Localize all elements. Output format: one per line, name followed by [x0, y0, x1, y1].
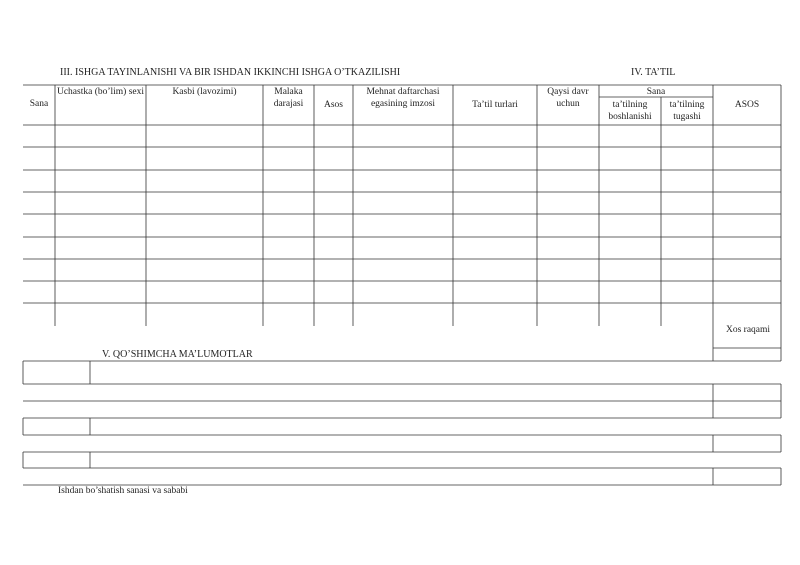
col-header-mehnat: Mehnat daftarchasi egasining imzosi — [366, 87, 440, 109]
dismissal-label: Ishdan bo’shatish sanasi va sababi — [58, 486, 188, 496]
col-header-sana-group: Sana — [646, 87, 666, 97]
col-header-uchastka: Uchastka (bo’lim) sexi — [56, 87, 145, 97]
col-header-malaka: Malaka darajasi — [273, 87, 304, 109]
col-header-asos: Asos — [323, 100, 343, 110]
section-5-title: V. QO’SHIMCHA MA’LUMOTLAR — [102, 349, 253, 360]
col-header-sana: Sana — [29, 99, 49, 109]
col-header-kasbi: Kasbi (lavozimi) — [172, 87, 237, 97]
col-header-tugashi: ta’tilning tugashi — [669, 100, 705, 122]
col-header-tatil-turlari: Ta’til turlari — [472, 100, 518, 110]
col-header-qaysi-davr: Qaysi davr uchun — [547, 87, 589, 109]
section-4-title: IV. TA’TIL — [631, 67, 676, 78]
col-header-asos-caps: ASOS — [734, 100, 760, 110]
xos-raqami-label: Xos raqami — [725, 325, 771, 335]
col-header-boshlanishi: ta’tilning boshlanishi — [608, 100, 652, 122]
section-3-title: III. ISHGA TAYINLANISHI VA BIR ISHDAN IKKINCHI ISHGA O’TKAZILISHI — [60, 67, 401, 78]
